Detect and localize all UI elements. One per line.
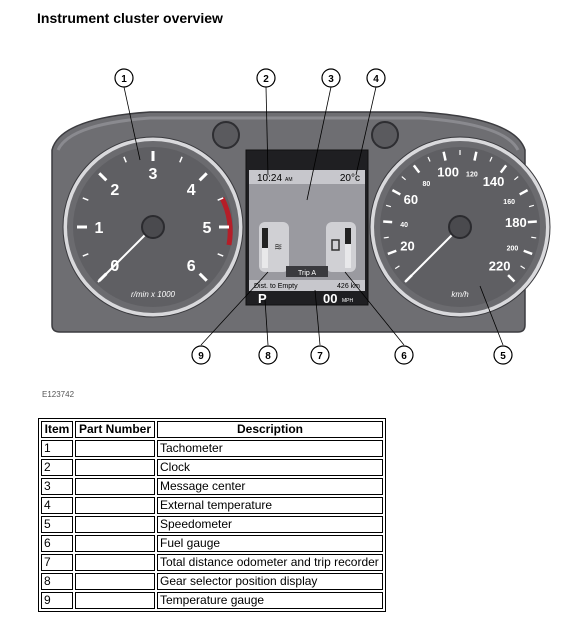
callout-number: 4 [373, 74, 379, 85]
callout-number: 5 [500, 351, 506, 362]
cell-description: Clock [157, 459, 383, 476]
speedo-tick [528, 222, 537, 223]
header-item: Item [41, 421, 73, 438]
temperature-readout: 20°c [339, 173, 360, 184]
callout-8 [259, 346, 277, 364]
cell-description: External temperature [157, 497, 383, 514]
cell-item: 9 [41, 592, 73, 609]
table-row [41, 554, 383, 571]
cell-description: Total distance odometer and trip recorder [157, 554, 383, 571]
table-body [41, 440, 383, 609]
right-knob [372, 122, 398, 148]
tacho-label: 5 [202, 220, 212, 237]
callout-number: 9 [198, 351, 204, 362]
cell-part-number [75, 592, 155, 609]
temperature-gauge-icon: ≋ [274, 242, 283, 253]
cell-description: Temperature gauge [157, 592, 383, 609]
tacho-label: 3 [148, 166, 158, 183]
legend-table [38, 418, 386, 612]
callout-number: 2 [263, 74, 269, 85]
cell-item: 4 [41, 497, 73, 514]
table-row [41, 459, 383, 476]
dist-to-empty-label: Dist. to Empty [254, 283, 298, 290]
cell-description: Tachometer [157, 440, 383, 457]
speedo-label: 60 [403, 192, 419, 208]
odometer-readout: 00 [323, 291, 338, 306]
cell-part-number [75, 516, 155, 533]
speedo-unit: km/h [451, 290, 469, 299]
callout-3 [322, 69, 340, 87]
trip-label: Trip A [297, 270, 317, 277]
speedo-label: 80 [422, 181, 431, 189]
cell-item: 1 [41, 440, 73, 457]
cell-part-number [75, 478, 155, 495]
dist-to-empty-value: 426 km [337, 283, 360, 290]
header-description: Description [157, 421, 383, 438]
clock-readout: 10:24 [257, 173, 283, 184]
figure-id: E123742 [42, 390, 75, 399]
speedo-label: 220 [488, 258, 511, 274]
odometer-unit: MPH [342, 298, 354, 304]
callout-4 [367, 69, 385, 87]
speedo-label: 160 [503, 199, 515, 207]
speedo-label: 20 [400, 238, 415, 254]
tacho-label: 1 [94, 220, 104, 237]
cell-item: 6 [41, 535, 73, 552]
tacho-label: 4 [186, 181, 196, 199]
table-header-row [41, 421, 383, 438]
cell-description: Message center [157, 478, 383, 495]
callout-5 [494, 346, 512, 364]
table-row [41, 535, 383, 552]
speedo-tick [384, 237, 389, 238]
tachometer [63, 137, 243, 317]
cell-part-number [75, 535, 155, 552]
callout-number: 3 [328, 74, 334, 85]
callout-number: 8 [265, 351, 271, 362]
speedo-tick [531, 237, 536, 238]
cell-description: Fuel gauge [157, 535, 383, 552]
center-display [246, 150, 368, 306]
clock-suffix: AM [285, 177, 293, 183]
cell-description: Speedometer [157, 516, 383, 533]
cell-part-number [75, 459, 155, 476]
cell-part-number [75, 497, 155, 514]
left-knob [213, 122, 239, 148]
speedo-label: 180 [505, 215, 527, 231]
cell-item: 5 [41, 516, 73, 533]
cell-description: Gear selector position display [157, 573, 383, 590]
cell-part-number [75, 573, 155, 590]
callout-7 [311, 346, 329, 364]
tacho-label: 2 [110, 181, 120, 199]
cell-item: 2 [41, 459, 73, 476]
cell-part-number [75, 440, 155, 457]
table-row [41, 573, 383, 590]
speedo-tick [383, 222, 392, 223]
speedo-label: 140 [482, 174, 505, 190]
cell-item: 3 [41, 478, 73, 495]
tacho-hub [142, 216, 164, 238]
cell-item: 7 [41, 554, 73, 571]
tacho-unit: r/min x 1000 [130, 290, 176, 299]
cell-part-number [75, 554, 155, 571]
speedo-label: 200 [506, 245, 519, 253]
speedo-label: 40 [400, 222, 409, 230]
table-row [41, 516, 383, 533]
callout-number: 6 [401, 351, 407, 362]
speedometer [370, 137, 550, 317]
callout-9 [192, 346, 210, 364]
document-title: Instrument cluster overview [37, 10, 223, 26]
header-part-number: Part Number [75, 421, 155, 438]
speedo-hub [449, 216, 471, 238]
callout-number: 1 [121, 74, 127, 85]
table-row [41, 497, 383, 514]
callout-6 [395, 346, 413, 364]
speedo-label: 120 [466, 171, 478, 179]
gear-indicator: P [258, 291, 267, 306]
table-row [41, 592, 383, 609]
speedo-label: 100 [437, 164, 459, 180]
table-row [41, 440, 383, 457]
cell-item: 8 [41, 573, 73, 590]
table-row [41, 478, 383, 495]
callout-number: 7 [317, 351, 323, 362]
callout-2 [257, 69, 275, 87]
callout-1 [115, 69, 133, 87]
fuel-gauge [326, 222, 356, 272]
tacho-label: 0 [110, 258, 120, 276]
tacho-label: 6 [186, 258, 196, 276]
